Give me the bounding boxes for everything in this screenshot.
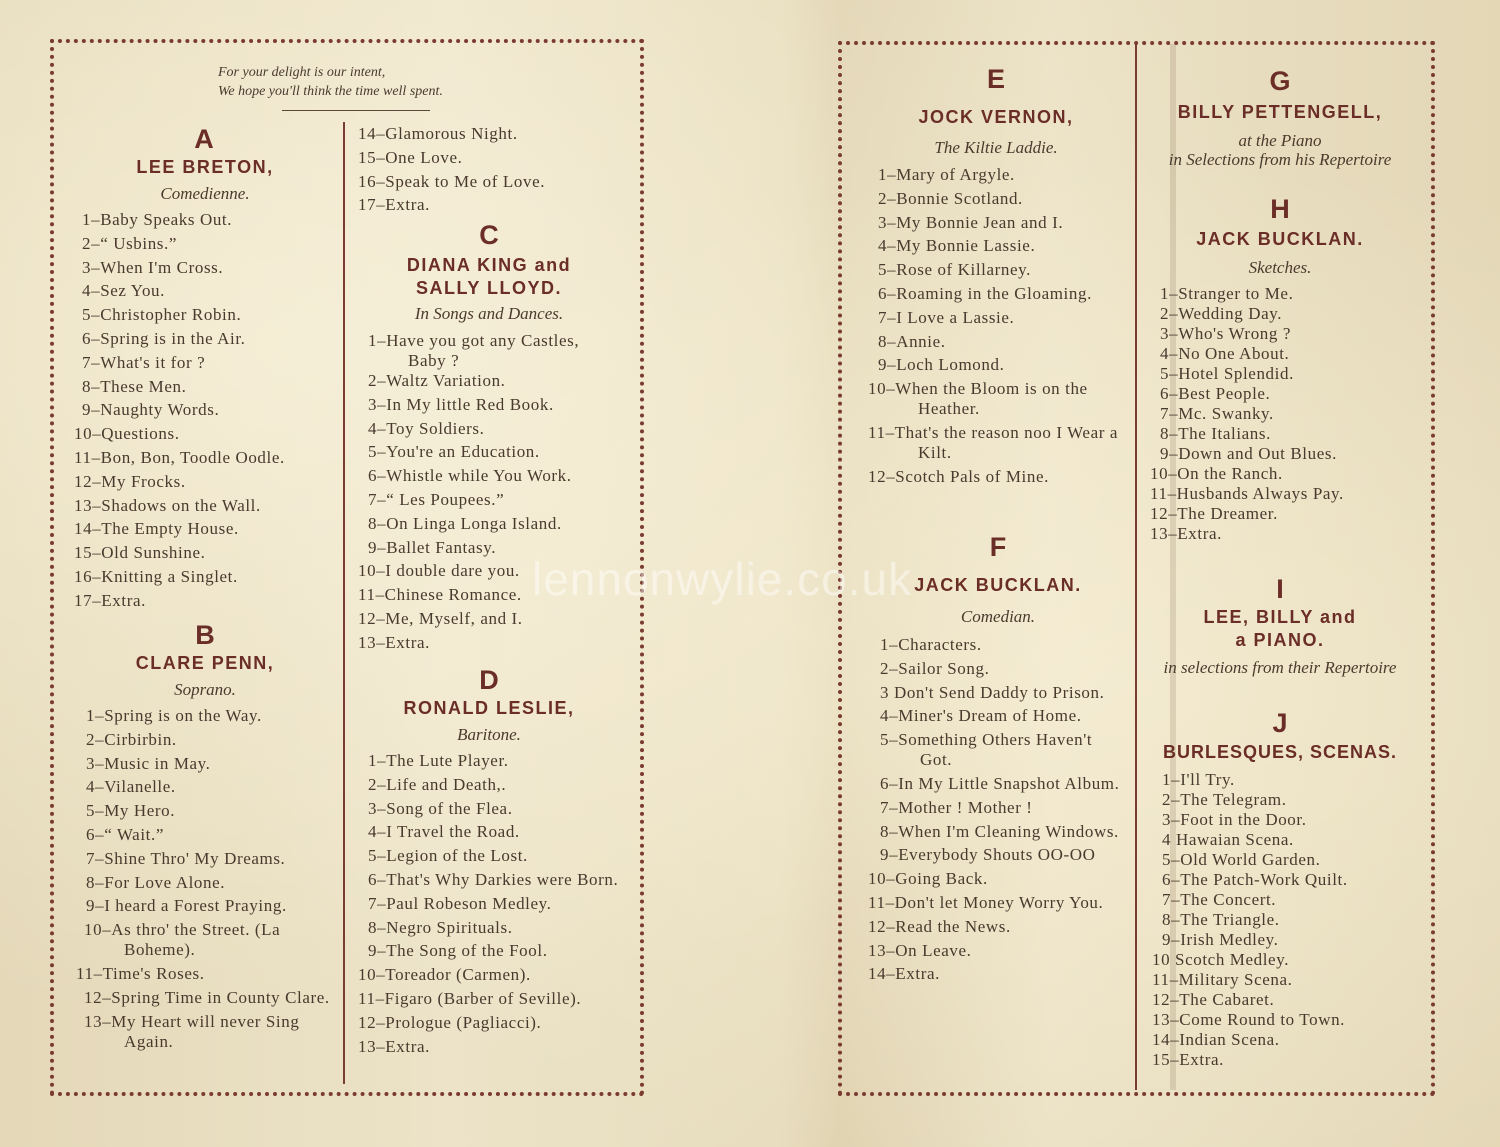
list-item: 9–Irish Medley.: [1162, 930, 1279, 949]
list-item: 13–Extra.: [358, 632, 430, 652]
list-item: 12–Scotch Pals of Mine.: [868, 466, 1049, 486]
right-page-column-divider: [1135, 44, 1137, 1090]
list-item: 9–The Song of the Fool.: [368, 941, 548, 961]
song-list: [1162, 770, 1414, 950]
list-item: 6–Roaming in the Gloaming.: [878, 283, 1092, 303]
list-item: 4–Toy Soldiers.: [368, 418, 485, 438]
list-item: 4 Hawaian Scena.: [1162, 830, 1294, 849]
performer-name: CLARE PENN,: [135, 653, 275, 673]
list-item: 9–Everybody Shouts OO-OO: [880, 845, 1096, 865]
list-item: 2–Bonnie Scotland.: [878, 188, 1023, 208]
section-h: [1146, 194, 1414, 544]
list-item: 5–Old World Garden.: [1162, 850, 1321, 869]
motto-rule: [282, 110, 430, 111]
list-item: 1–The Lute Player.: [368, 751, 509, 770]
song-list: [878, 165, 1124, 375]
list-item: 12–Read the News.: [868, 916, 1011, 936]
performer-name: JACK BUCKLAN.: [1196, 229, 1364, 249]
list-item: 2–The Telegram.: [1162, 790, 1287, 809]
list-item: 12–The Dreamer.: [1150, 504, 1278, 523]
list-item: 14–Extra.: [868, 964, 940, 984]
section-letter: C: [479, 220, 499, 250]
list-item: 5–Hotel Splendid.: [1160, 364, 1294, 383]
list-item: 6–The Patch-Work Quilt.: [1162, 870, 1348, 889]
list-item: 5–My Hero.: [86, 801, 176, 821]
list-item: 10–On the Ranch.: [1150, 464, 1283, 483]
list-item: 2–Sailor Song.: [880, 658, 990, 678]
performer-role: in selections from their Repertoire: [1163, 658, 1397, 677]
list-item: 7–Mc. Swanky.: [1160, 404, 1274, 423]
section-d: [358, 665, 620, 1060]
section-letter: A: [194, 124, 214, 154]
list-item: 3–Who's Wrong ?: [1160, 324, 1291, 343]
list-item: 3–Music in May.: [86, 753, 211, 773]
list-item: 10–As thro' the Street. (La Boheme).: [84, 920, 281, 960]
list-item: 13–Shadows on the Wall.: [74, 495, 261, 515]
performer-role: Comedian.: [960, 607, 1036, 626]
list-item: 11–Figaro (Barber of Seville).: [358, 988, 582, 1008]
list-item: 14–The Empty House.: [74, 519, 239, 539]
performer-role: Sketches.: [1248, 258, 1312, 277]
list-item: 9–I heard a Forest Praying.: [86, 896, 287, 916]
list-item: 3–When I'm Cross.: [82, 257, 224, 277]
list-item: 6–Spring is in the Air.: [82, 328, 246, 348]
song-list: [86, 706, 340, 916]
section-a-continued: [358, 124, 618, 219]
list-item: 7–Paul Robeson Medley.: [368, 893, 552, 913]
list-item: 5–Christopher Robin.: [82, 305, 242, 325]
list-item: 8–For Love Alone.: [86, 872, 226, 892]
list-item: 17–Extra.: [358, 195, 430, 215]
list-item: 1–I'll Try.: [1162, 770, 1235, 789]
list-item: 7–The Concert.: [1162, 890, 1277, 909]
song-list-continued: [868, 379, 1124, 487]
section-letter: E: [986, 64, 1005, 94]
section-letter: G: [1269, 66, 1291, 96]
list-item: 4–My Bonnie Lassie.: [878, 236, 1036, 256]
performer-role-line-1: at the Piano: [1238, 131, 1322, 150]
list-item: 9–Naughty Words.: [82, 400, 220, 420]
watermark: lennonwylie.co.uk: [532, 553, 913, 605]
list-item: 2–“ Usbins.”: [82, 233, 178, 253]
list-item: 1–Characters.: [880, 635, 982, 654]
list-item: 1–Spring is on the Way.: [86, 706, 262, 725]
list-item: 2–Cirbirbin.: [86, 729, 177, 749]
list-item: 16–Knitting a Singlet.: [74, 566, 238, 586]
list-item: 3–In My little Red Book.: [368, 394, 554, 414]
list-item: 9–Loch Lomond.: [878, 355, 1005, 375]
song-list-continued: [76, 920, 338, 1051]
motto-line-2: We hope you'll think the time well spent.: [218, 84, 443, 99]
list-item: 11–Military Scena.: [1152, 970, 1293, 989]
left-page-column-divider: [343, 122, 345, 1084]
list-item: 6–Best People.: [1160, 384, 1271, 403]
list-item: 11–Bon, Bon, Toodle Oodle.: [74, 447, 285, 467]
motto: [218, 63, 443, 101]
performer-name: LEE BRETON,: [136, 157, 274, 177]
performer-name-line-1: LEE, BILLY and: [1203, 607, 1357, 627]
performer-role: Comedienne.: [160, 184, 250, 203]
list-item: 15–Extra.: [1152, 1050, 1224, 1069]
list-item: 7–I Love a Lassie.: [878, 307, 1015, 327]
performer-name: BURLESQUES, SCENAS.: [1162, 742, 1398, 762]
list-item: 8–The Triangle.: [1162, 910, 1280, 929]
section-letter: B: [195, 620, 215, 650]
list-item: 1–Mary of Argyle.: [878, 165, 1015, 184]
list-item: 13–Extra.: [358, 1036, 430, 1056]
motto-line-1: For your delight is our intent,: [218, 65, 386, 80]
performer-name: JOCK VERNON,: [918, 107, 1074, 127]
performer-role: Soprano.: [174, 680, 236, 699]
song-list: [368, 751, 620, 961]
list-item: 1–Stranger to Me.: [1160, 284, 1294, 303]
performer-role-line-2: in Selections from his Repertoire: [1168, 150, 1392, 169]
list-item: 2–Life and Death,.: [368, 774, 507, 794]
list-item: 13–Extra.: [1150, 524, 1222, 543]
list-item: 14–Glamorous Night.: [358, 124, 518, 143]
section-letter: H: [1270, 194, 1290, 224]
section-letter: J: [1272, 708, 1288, 738]
list-item: 12–My Frocks.: [74, 471, 186, 491]
list-item: 11–Time's Roses.: [76, 963, 205, 983]
list-item: 3 Don't Send Daddy to Prison.: [880, 682, 1105, 702]
list-item: 12–Spring Time in County Clare.: [84, 987, 330, 1007]
section-b: [70, 620, 340, 1055]
list-item: 12–Prologue (Pagliacci).: [358, 1012, 542, 1032]
list-item: 11–Husbands Always Pay.: [1150, 484, 1344, 503]
list-item: 15–One Love.: [358, 147, 463, 167]
performer-name: BILLY PETTENGELL,: [1177, 102, 1383, 122]
list-item: 5–You're an Education.: [368, 442, 540, 462]
list-item: 1–Baby Speaks Out.: [82, 210, 233, 229]
section-letter: D: [479, 665, 499, 695]
list-item: 7–Mother ! Mother !: [880, 797, 1033, 817]
list-item: 13–On Leave.: [868, 940, 972, 960]
list-item: 9–Down and Out Blues.: [1160, 444, 1337, 463]
song-list: [1160, 284, 1414, 464]
list-item: 12–Me, Myself, and I.: [358, 608, 523, 628]
song-list-continued: [868, 869, 1128, 984]
performer-name-line-2: a PIANO.: [1235, 630, 1325, 650]
list-item: 8–Negro Spirituals.: [368, 917, 513, 937]
song-list-continued: [74, 424, 340, 611]
list-item: 4–No One About.: [1160, 344, 1290, 363]
section-e: [868, 64, 1124, 491]
song-list: [82, 210, 340, 420]
list-item: 6–That's Why Darkies were Born.: [368, 869, 619, 889]
list-item: 11–That's the reason noo I Wear a Kilt.: [868, 422, 1118, 462]
list-item: 4–Sez You.: [82, 281, 165, 301]
performer-role: Baritone.: [457, 725, 521, 744]
list-item: 2–Wedding Day.: [1160, 304, 1283, 323]
performer-role: In Songs and Dances.: [414, 304, 564, 323]
performer-name-line-2: SALLY LLOYD.: [415, 278, 563, 298]
list-item: 4–I Travel the Road.: [368, 822, 520, 842]
list-item: 10–When the Bloom is on the Heather.: [868, 379, 1088, 419]
song-list: [368, 331, 620, 558]
list-item: 10 Scotch Medley.: [1152, 950, 1290, 969]
list-item: 3–My Bonnie Jean and I.: [878, 212, 1064, 232]
list-item: 7–What's it for ?: [82, 352, 206, 372]
list-item: 17–Extra.: [74, 590, 146, 610]
song-list-continued: [1152, 950, 1414, 1070]
section-g: [1146, 66, 1414, 169]
list-item: 1–Have you got any Castles, Baby ?: [368, 331, 580, 370]
song-list-continued: [1150, 464, 1414, 544]
list-item: 6–In My Little Snapshot Album.: [880, 773, 1120, 793]
list-item: 8–The Italians.: [1160, 424, 1271, 443]
list-item: 6–Whistle while You Work.: [368, 466, 572, 486]
song-list: [358, 124, 618, 215]
performer-name: RONALD LESLIE,: [403, 698, 575, 718]
performer-name: JACK BUCKLAN.: [914, 575, 1082, 595]
performer-role: The Kiltie Laddie.: [934, 138, 1058, 157]
section-letter: F: [989, 532, 1007, 562]
list-item: 11–Don't let Money Worry You.: [868, 892, 1104, 912]
list-item: 15–Old Sunshine.: [74, 543, 206, 563]
list-item: 5–Something Others Haven't Got.: [880, 730, 1093, 770]
list-item: 10–Questions.: [74, 424, 180, 444]
list-item: 8–On Linga Longa Island.: [368, 513, 562, 533]
list-item: 5–Legion of the Lost.: [368, 846, 528, 866]
list-item: 10–I double dare you.: [358, 561, 520, 581]
list-item: 4–Miner's Dream of Home.: [880, 706, 1082, 726]
list-item: 8–These Men.: [82, 376, 187, 396]
list-item: 13–My Heart will never Sing Again.: [84, 1011, 300, 1051]
list-item: 11–Chinese Romance.: [358, 585, 522, 605]
list-item: 14–Indian Scena.: [1152, 1030, 1280, 1049]
song-list: [880, 635, 1128, 865]
list-item: 7–“ Les Poupees.”: [368, 489, 505, 509]
list-item: 9–Ballet Fantasy.: [368, 537, 497, 557]
list-item: 16–Speak to Me of Love.: [358, 171, 546, 191]
list-item: 12–The Cabaret.: [1152, 990, 1275, 1009]
section-letter: I: [1276, 574, 1284, 604]
list-item: 4–Vilanelle.: [86, 777, 176, 797]
list-item: 3–Foot in the Door.: [1162, 810, 1307, 829]
performer-name-line-1: DIANA KING and: [406, 255, 572, 275]
list-item: 10–Toreador (Carmen).: [358, 965, 531, 985]
list-item: 2–Waltz Variation.: [368, 371, 506, 390]
section-a: [70, 124, 340, 615]
list-item: 8–Annie.: [878, 331, 946, 351]
list-item: 7–Shine Thro' My Dreams.: [86, 848, 286, 868]
section-i: [1146, 574, 1414, 679]
list-item: 10–Going Back.: [868, 869, 988, 889]
list-item: 8–When I'm Cleaning Windows.: [880, 821, 1119, 841]
song-list-continued: [358, 965, 620, 1056]
list-item: 3–Song of the Flea.: [368, 798, 513, 818]
section-j: [1146, 708, 1414, 1070]
list-item: 5–Rose of Killarney.: [878, 260, 1032, 280]
list-item: 6–“ Wait.”: [86, 824, 164, 844]
list-item: 13–Come Round to Town.: [1152, 1010, 1346, 1029]
